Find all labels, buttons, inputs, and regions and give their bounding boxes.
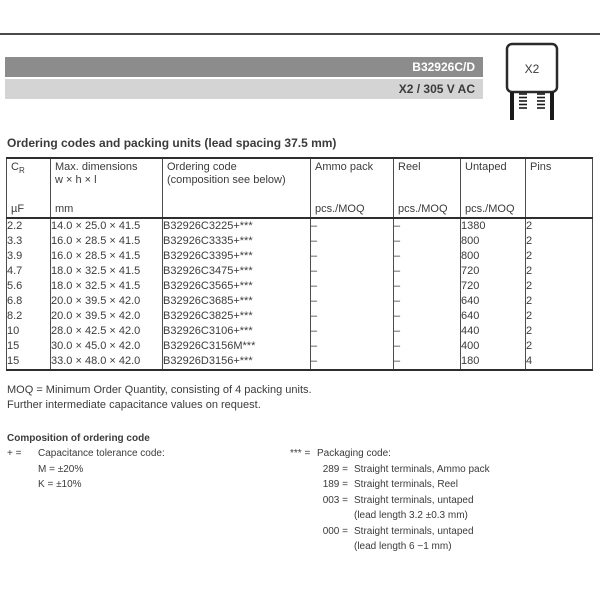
- cell-dims: 20.0 × 39.5 × 42.0: [51, 309, 163, 324]
- cell-pins: 2: [526, 310, 533, 322]
- reel-title: Reel: [398, 161, 421, 173]
- packaging-label: Packaging code:: [317, 448, 391, 459]
- voltage-class: X2 / 305 V AC: [398, 82, 475, 96]
- table-row: [7, 249, 593, 264]
- cell-ammo: –: [311, 309, 394, 324]
- table-notes: [7, 383, 312, 413]
- cell-ammo: –: [311, 294, 394, 309]
- table-row: [7, 354, 593, 370]
- packaging-entry-code: 289 =: [322, 463, 348, 475]
- column-header-untaped: [461, 158, 526, 218]
- column-header-cr: [7, 158, 51, 218]
- cell-untaped: 800: [461, 249, 526, 264]
- packaging-entry: [318, 477, 590, 493]
- pins-title: Pins: [530, 161, 552, 173]
- cell-cr: 15: [7, 339, 51, 354]
- cell-pins: 4: [526, 355, 533, 367]
- packaging-code-block: [290, 446, 590, 555]
- cell-reel: –: [394, 354, 461, 370]
- cell-dims: 16.0 × 28.5 × 41.5: [51, 249, 163, 264]
- ammo-title: Ammo pack: [315, 161, 374, 173]
- capacitor-icon-label: X2: [524, 62, 540, 76]
- packaging-prefix: *** =: [290, 448, 311, 459]
- cr-symbol: C: [11, 161, 19, 173]
- cell-pins: 2: [526, 325, 533, 337]
- table-header-row: [7, 158, 593, 218]
- cell-reel: –: [394, 264, 461, 279]
- packaging-entry-desc2: (lead length 3.2 ±0.3 mm): [354, 510, 468, 521]
- cell-untaped: 400: [461, 339, 526, 354]
- tolerance-entry: M = ±20%: [38, 463, 84, 475]
- cell-ammo: –: [311, 354, 394, 370]
- cell-ammo: –: [311, 279, 394, 294]
- packaging-entry-desc: Straight terminals, untaped: [354, 494, 474, 506]
- cell-pins: 2: [526, 280, 533, 292]
- cell-pins: 2: [526, 235, 533, 247]
- cell-ammo: –: [311, 234, 394, 249]
- packaging-entry-desc: Straight terminals, Ammo pack: [354, 463, 490, 475]
- table-row: [7, 294, 593, 309]
- cell-dims: 18.0 × 32.5 × 41.5: [51, 279, 163, 294]
- cell-untaped: 1380: [461, 218, 526, 234]
- ordering-codes-table: [6, 157, 593, 371]
- cr-unit: µF: [11, 203, 25, 215]
- cr-subscript: R: [18, 166, 25, 176]
- cell-code: B32926C3395+***: [163, 249, 311, 264]
- cell-reel: –: [394, 294, 461, 309]
- code-title: Ordering code: [167, 161, 237, 173]
- cell-code: B32926C3685+***: [163, 294, 311, 309]
- dims-unit: mm: [55, 203, 74, 215]
- packaging-entry-code: 000 =: [322, 525, 348, 537]
- cell-reel: –: [394, 279, 461, 294]
- cell-dims: 16.0 × 28.5 × 41.5: [51, 234, 163, 249]
- cell-reel: –: [394, 218, 461, 234]
- tolerance-entry: K = ±10%: [38, 479, 82, 490]
- table-row: [7, 264, 593, 279]
- cell-code: B32926C3565+***: [163, 279, 311, 294]
- cell-cr: 2.2: [7, 218, 51, 234]
- packaging-entry-desc: Straight terminals, untaped: [354, 525, 474, 537]
- table-row: [7, 218, 593, 234]
- cell-ammo: –: [311, 264, 394, 279]
- cell-reel: –: [394, 249, 461, 264]
- capacitor-icon: [500, 40, 564, 127]
- cell-ammo: –: [311, 339, 394, 354]
- cell-cr: 8.2: [7, 309, 51, 324]
- tolerance-prefix: + =: [7, 448, 22, 459]
- cell-cr: 15: [7, 354, 51, 370]
- cell-cr: 5.6: [7, 279, 51, 294]
- cell-dims: 33.0 × 48.0 × 42.0: [51, 354, 163, 370]
- column-header-pins: [526, 158, 593, 218]
- cell-dims: 14.0 × 25.0 × 41.5: [51, 218, 163, 234]
- cell-untaped: 720: [461, 264, 526, 279]
- tolerance-label: Capacitance tolerance code:: [38, 448, 165, 459]
- cell-ammo: –: [311, 324, 394, 339]
- cell-code: B32926C3825+***: [163, 309, 311, 324]
- cell-untaped: 720: [461, 279, 526, 294]
- cell-untaped: 640: [461, 294, 526, 309]
- packaging-entry-desc2: (lead length 6 −1 mm): [354, 541, 452, 552]
- untaped-unit: pcs./MOQ: [465, 203, 515, 215]
- column-header-ordering-code: [163, 158, 311, 218]
- table-row: [7, 324, 593, 339]
- column-header-ammo-pack: [311, 158, 394, 218]
- voltage-class-bar: [5, 79, 483, 99]
- cell-reel: –: [394, 339, 461, 354]
- part-number-bar: [5, 57, 483, 77]
- cell-code: B32926C3106+***: [163, 324, 311, 339]
- dims-formula: w × h × l: [55, 174, 97, 186]
- packaging-entry-code: 189 =: [322, 479, 348, 490]
- code-note: (composition see below): [167, 174, 286, 186]
- cell-dims: 20.0 × 39.5 × 42.0: [51, 294, 163, 309]
- cell-dims: 18.0 × 32.5 × 41.5: [51, 264, 163, 279]
- part-number: B32926C/D: [412, 60, 475, 74]
- cell-code: B32926C3156M***: [163, 339, 311, 354]
- ammo-unit: pcs./MOQ: [315, 203, 365, 215]
- cell-code: B32926C3335+***: [163, 234, 311, 249]
- cell-pins: 2: [526, 340, 533, 352]
- cell-cr: 6.8: [7, 294, 51, 309]
- packaging-entry: [318, 462, 590, 478]
- cell-reel: –: [394, 234, 461, 249]
- page-top-rule: [0, 33, 600, 35]
- composition-title: Composition of ordering code: [7, 433, 150, 444]
- cell-code: B32926C3475+***: [163, 264, 311, 279]
- table-row: [7, 309, 593, 324]
- reel-unit: pcs./MOQ: [398, 203, 448, 215]
- cell-pins: 2: [526, 220, 533, 232]
- cell-reel: –: [394, 324, 461, 339]
- cell-cr: 10: [7, 324, 51, 339]
- cell-reel: –: [394, 309, 461, 324]
- column-header-dimensions: [51, 158, 163, 218]
- cell-untaped: 800: [461, 234, 526, 249]
- column-header-reel: [394, 158, 461, 218]
- dims-title: Max. dimensions: [55, 161, 138, 173]
- cell-untaped: 180: [461, 354, 526, 370]
- cell-cr: 3.3: [7, 234, 51, 249]
- untaped-title: Untaped: [465, 161, 507, 173]
- table-row: [7, 339, 593, 354]
- packaging-entry-code: 003 =: [322, 494, 348, 506]
- table-row: [7, 234, 593, 249]
- packaging-entry: [318, 493, 590, 509]
- tolerance-code-block: [7, 446, 267, 493]
- packaging-entry: [318, 524, 590, 540]
- cell-untaped: 440: [461, 324, 526, 339]
- cell-cr: 4.7: [7, 264, 51, 279]
- note-moq: MOQ = Minimum Order Quantity, consisting of 4 packing units.: [7, 384, 312, 396]
- note-further: Further intermediate capacitance values on request.: [7, 399, 261, 411]
- cell-ammo: –: [311, 218, 394, 234]
- section-title: Ordering codes and packing units (lead spacing 37.5 mm): [7, 136, 337, 150]
- cell-untaped: 640: [461, 309, 526, 324]
- cell-code: B32926D3156+***: [163, 354, 311, 370]
- cell-pins: 2: [526, 295, 533, 307]
- cell-dims: 28.0 × 42.5 × 42.0: [51, 324, 163, 339]
- cell-ammo: –: [311, 249, 394, 264]
- packaging-entry-desc: Straight terminals, Reel: [354, 479, 458, 490]
- cell-code: B32926C3225+***: [163, 218, 311, 234]
- cell-pins: 2: [526, 265, 533, 277]
- cell-dims: 30.0 × 45.0 × 42.0: [51, 339, 163, 354]
- cell-pins: 2: [526, 250, 533, 262]
- cell-cr: 3.9: [7, 249, 51, 264]
- table-row: [7, 279, 593, 294]
